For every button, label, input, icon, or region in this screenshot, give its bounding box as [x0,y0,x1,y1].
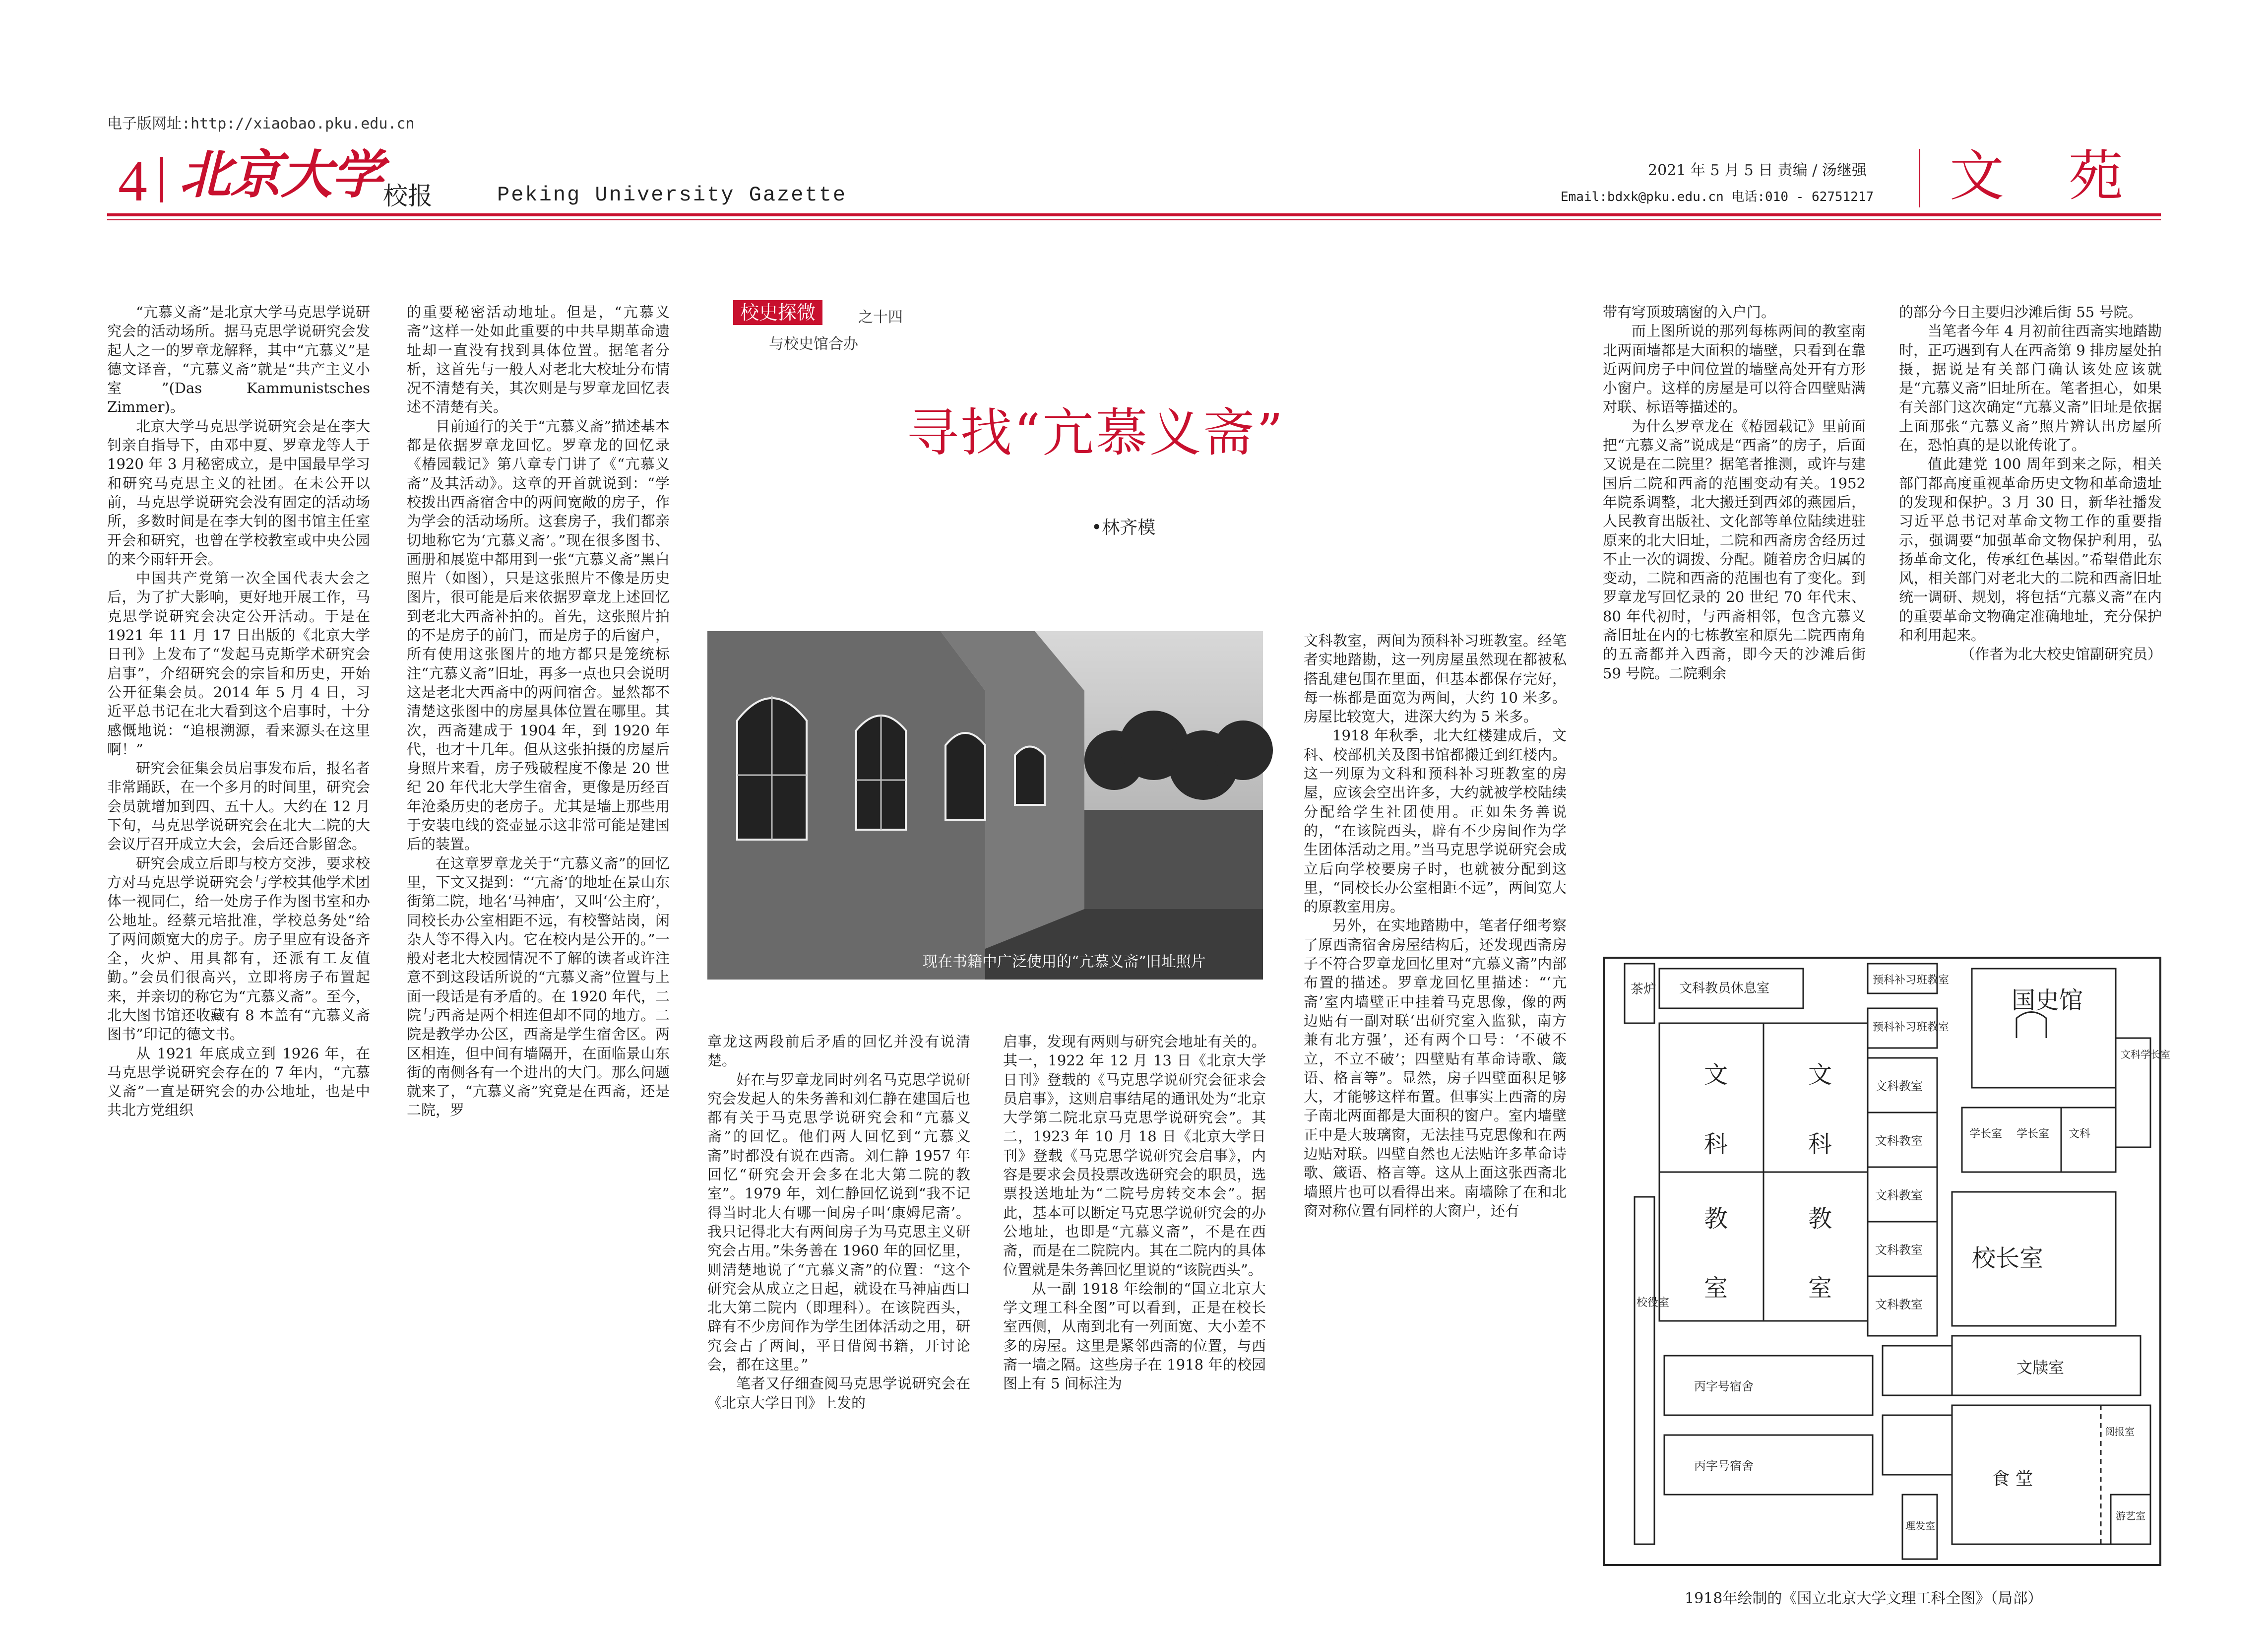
map-label: 文科 [2069,1128,2091,1140]
paragraph: 从 1921 年底成立到 1926 年，在马克思学说研究会存在的 7 年内，“亢慕义斋”一直是研究会的办公地址，也是中共北方党组织 [107,1045,370,1119]
map-label: 学长室 [1969,1128,2003,1140]
map-label: 文科教室 [1875,1134,1923,1148]
paragraph: “亢慕义斋”是北京大学马克思学说研究会的活动场所。据马克思学说研究会发起人之一的罗章龙解释，其中“亢慕义”是德文译音，“亢慕义斋”就是“共产主义小室”(Das Kammunistsches Zimmer)。 [107,304,370,416]
paragraph: 笔者又仔细查阅马克思学说研究会在《北京大学日刊》上发的 [707,1375,970,1411]
email-phone: Email:bdxk@pku.edu.cn 电话:010 - 62751217 [1561,190,1874,204]
map-label: 文牍室 [2016,1358,2065,1377]
section-divider [1919,149,1920,207]
article-column-4 [1003,1032,1266,1393]
map-caption: 1918年绘制的《国立北京大学文理工科全图》（局部） [1685,1590,2043,1607]
paragraph: 为什么罗章龙在《椿园载记》里前面把“亢慕义斋”说成是“西斋”的房子，后面又说是在二院里？据笔者推测，或许与建国后二院和西斋的范围变动有关。1952 年院系调整，北大搬迁到西郊的燕园后，人民教育出版社、文化部等单位陆续进驻原来的北大旧址，二院和西斋房舍经历过不止一次的调拨、分配。随着房舍归属的变动，二院和西斋的范围也有了变化。到罗章龙写回忆录的 20 世纪 70 年代末、80 年代初时，与西斋相邻，包含亢慕义斋旧址在内的七栋教室和原先二院西南角的五斋都并入西斋，即今天的沙滩后街 59 号院。二院剩余 [1603,417,1866,682]
paragraph: 研究会征集会员启事发布后，报名者非常踊跃，在一个多月的时间里，研究会会员就增加到四、五十人。大约在 12 月下旬，马克思学说研究会在北大二院的大会议厅召开成立大会，会后还合影留念。 [107,760,370,853]
old-building-photo [707,631,1263,980]
article-column-7 [1899,303,2162,664]
building-photo-icon [707,631,1263,980]
author-byline: •林齐模 [1091,518,1156,538]
paragraph: 好在与罗章龙同时列名马克思学说研究会发起人的朱务善和刘仁静在建国后也都有关于马克思学说研究会和“亢慕义斋”的回忆。他们两人回忆到“亢慕义斋”时都没有说在西斋。刘仁静 1957 年回忆“研究会开会多在北大第二院的教室”。1979 年，刘仁静回忆说到“我不记得当时北大有哪一间房子叫‘康姆尼斋’。我只记得北大有两间房子为马克思主义研究会占用。”朱务善在 1960 年的回忆里，则清楚地说了“亢慕义斋”的位置：“这个研究会从成立之日起，就设在马神庙西口北大第二院内（即理科）。在该院西头，辟有不少房间作为学生团体活动之用，研究会占了两间，平日借阅书籍，开讨论会，都在这里。” [707,1071,970,1374]
paragraph: 研究会成立后即与校方交涉，要求校方对马克思学说研究会与学校其他学术团体一视同仁，给一处房子作为图书室和办公地址。经蔡元培批准，学校总务处“给了两间颇宽大的房子。房子里应有设备齐全，火炉、用具都有，还派有工友值勤。”会员们很高兴，立即将房子布置起来，并亲切的称它为“亢慕义斋”。至今，北大图书馆还收藏有 8 本盖有“亢慕义斋图书”印记的德文书。 [107,854,370,1043]
article-column-6 [1603,303,1866,683]
map-label: 文科教室 [1875,1079,1923,1093]
date-editor: 2021 年 5 月 5 日 责编 / 汤继强 [1648,162,1867,179]
paragraph: 章龙这两段前后矛盾的回忆并没有说清楚。 [707,1033,970,1069]
map-label: 游艺室 [2116,1510,2145,1522]
map-label: 食 堂 [1992,1469,2033,1489]
map-label: 文 [1808,1061,1832,1089]
paragraph: 中国共产党第一次全国代表大会之后，为了扩大影响，更好地开展工作，马克思学说研究会决定公开活动。于是在 1921 年 11 月 17 日出版的《北京大学日刊》上发布了“发起马克斯学术研究会启事”，介绍研究会的宗旨和历史，开始公开征集会员。2014 年 5 月 4 日，习近平总书记在北大看到这个启事时，十分感慨地说：“追根溯源，看来源头在这里啊！” [107,570,370,758]
column-cosponsor: 与校史馆合办 [769,335,858,353]
map-label: 科 [1704,1130,1728,1158]
map-label: 茶炉 [1631,982,1657,997]
paragraph: 目前通行的关于“亢慕义斋”描述基本都是依据罗章龙回忆。罗章龙的回忆录《椿园载记》第八章专门讲了《“亢慕义斋”及其活动》。这章的开首就说到：“学校拨出西斋宿舍中的两间宽敞的房子，作为学会的活动场所。这套房子，我们都亲切地称它为‘亢慕义斋’。”现在很多图书、画册和展览中都用到一张“亢慕义斋”黑白照片（如图），只是这张照片不像是历史图片，很可能是后来依据罗章龙上述回忆到老北大西斋补拍的。首先，这张照片拍的不是房子的前门，而是房子的后窗户，所有使用这张图片的地方都只是笼统标注“亢慕义斋”旧址，再多一点也只会说明这是老北大西斋中的两间宿舍。显然都不清楚这张图中的房屋具体位置在哪里。其次，西斋建成于 1904 年，到 1920 年代，也才十几年。但从这张拍摄的房屋后身照片来看，房子残破程度不像是 20 世纪 20 年代北大学生宿舍，更像是历经百年沧桑历史的老房子。尤其是墙上那些用于安装电线的瓷壶显示这非常可能是建国后的装置。 [407,417,670,853]
map-label: 阅报室 [2105,1426,2135,1438]
campus-map-drawing [1605,959,2170,1564]
article-title: 寻找“亢慕义斋” [907,402,1285,463]
map-label: 校长室 [1972,1244,2044,1272]
header-rule [107,213,2161,216]
article-column-1 [107,303,370,1120]
masthead-suffix: 校报 [383,182,433,210]
section-title: 文苑 [1950,144,2188,208]
map-label: 文科学长室 [2121,1048,2170,1060]
paragraph: 1918 年秋季，北大红楼建成后，文科、校部机关及图书馆都搬迁到红楼内。这一列原为文科和预科补习班教室的房屋，应该会空出许多，大约就被学校陆续分配给学生社团使用。正如朱务善说的，“在该院西头，辟有不少房间作为学生团体活动之用。”当马克思学说研究会成立后向学校要房子时，也就被分配到这里，“同校长办公室相距不远”，两间宽大的原教室用房。 [1304,727,1567,916]
paragraph: 从一副 1918 年绘制的“国立北京大学文理工科全图”可以看到，正是在校长室西侧，从南到北有一列面宽、大小差不多的房屋。这里是紧邻西斋的位置，与西斋一墙之隔。这些房子在 1918 年的校园图上有 5 间标注为 [1003,1280,1266,1392]
map-label: 室 [1808,1274,1832,1302]
map-label: 文科教员休息室 [1679,981,1770,996]
map-label: 文科教室 [1875,1188,1923,1202]
map-label: 校役室 [1637,1297,1670,1309]
site-url: 电子版网址:http://xiaobao.pku.edu.cn [107,115,415,132]
map-label: 教 [1704,1205,1728,1233]
map-label: 教 [1808,1205,1832,1233]
column-tag: 校史探微 [733,300,822,325]
article-column-5 [1304,631,1567,1220]
paragraph: 另外，在实地踏勘中，笔者仔细考察了原西斋宿舍房屋结构后，还发现西斋房子不符合罗章龙回忆里对“亢慕义斋”内部布置的描述。罗章龙回忆里描述：“‘亢斋’室内墙壁正中挂着马克思像，像的两边贴有一副对联‘出研究室入监狱，南方兼有北方强’，还有两个口号：‘不破不立，不立不破’；四壁贴有革命诗歌、箴语、格言等”。显然，房子四壁面积足够大，才能够这样布置。但事实上西斋的房子南北两面都是大面积的窗户。室内墙壁正中是大玻璃窗，无法挂马克思像和在两边贴对联。四壁自然也无法贴许多革命诗歌、箴语、格言等。这从上面这张西斋北墙照片也可以看得出来。南墙除了在和北窗对称位置有同样的大窗户，还有 [1304,917,1567,1219]
photo-caption: 现在书籍中广泛使用的“亢慕义斋”旧址照片 [923,953,1206,971]
paragraph: 的部分今日主要归沙滩后街 55 号院。 [1899,304,2142,321]
page-number: 4 [118,148,147,213]
paragraph: 值此建党 100 周年到来之际，相关部门都高度重视革命历史文物和革命遗址的发现和保护。3 月 30 日，新华社播发习近平总书记对革命文物工作的重要指示，强调要“加强革命文物保护利用，弘扬革命文化，传承红色基因。”希望借此东风，相关部门对老北大的二院和西斋旧址统一调研、规划，将包括“亢慕义斋”在内的重要革命文物确定准确地址，充分保护和利用起来。 [1899,456,2162,644]
column-tag-sub: 之十四 [858,309,903,326]
map-label: 预科补习班教室 [1873,974,1950,986]
paragraph: 文科教室，两间为预科补习班教室。经笔者实地踏勘，这一列房屋虽然现在都被私搭乱建包围在里面，但基本都保存完好，每一栋都是面宽为两间，大约 10 米多。房屋比较宽大，进深大约为 5 米多。 [1304,632,1567,725]
paragraph: 的重要秘密活动地址。但是，“亢慕义斋”这样一处如此重要的中共早期革命遗址却一直没有找到具体位置。据笔者分析，这首先与一般人对老北大校址分布情况不清楚有关，其次则是与罗章龙回忆表述不清楚有关。 [407,304,670,416]
paragraph: 带有穹顶玻璃窗的入户门。 [1603,304,1776,321]
article-column-2 [407,303,670,1120]
paragraph: 而上图所说的那列每栋两间的教室南北两面墙都是大面积的墙壁，只看到在靠近两间房子中间位置的墙壁高处开有方形小窗户。这样的房屋是可以符合四壁贴满对联、标语等描述的。 [1603,323,1866,416]
map-label: 丙字号宿舍 [1694,1459,1754,1473]
map-label: 国史馆 [2012,986,2083,1014]
paragraph: 在这章罗章龙关于“亢慕义斋”的回忆里，下文又提到：“‘亢斋’的地址在景山东街第二院，地名‘马神庙’，又叫‘公主府’，同校长办公室相距不远，有校警站岗，闲杂人等不得入内。它在校内是公开的。”一般对老北大校园情况不了解的读者或许注意不到这段话所说的“亢慕义斋”位置与上面一段话是有矛盾的。在 1920 年代，二院与西斋是两个相连但却不同的地方。二院是教学办公区，西斋是学生宿舍区。两区相连，但中间有墙隔开，在面临景山东街的南侧各有一个进出的大门。那么问题就来了，“亢慕义斋”究竟是在西斋，还是二院，罗 [407,854,670,1119]
map-label: 学长室 [2016,1128,2050,1140]
campus-map-1918 [1603,957,2170,1566]
article-column-3 [707,1032,970,1412]
map-label: 室 [1704,1274,1728,1302]
author-note: （作者为北大校史馆副研究员） [1960,646,2162,663]
masthead-logo: 北京大学 [180,144,382,205]
header-rule-thin [107,219,2161,220]
map-label: 丙字号宿舍 [1694,1379,1754,1393]
header-divider [160,157,163,202]
masthead-english: Peking University Gazette [497,183,847,207]
map-label: 理发室 [1905,1520,1935,1532]
map-label: 文科教室 [1875,1243,1923,1257]
paragraph: 当笔者今年 4 月初前往西斋实地踏勘时，正巧遇到有人在西斋第 9 排房屋处拍摄，据说是有关部门确认该处应该就是“亢慕义斋”旧址所在。笔者担心，如果有关部门这次确定“亢慕义斋”旧址是依据上面那张“亢慕义斋”照片辨认出房屋所在，恐怕真的是以讹传讹了。 [1899,323,2162,454]
map-label: 科 [1808,1130,1832,1158]
paragraph: 启事，发现有两则与研究会地址有关的。其一，1922 年 12 月 13 日《北京大学日刊》登载的《马克思学说研究会征求会员启事》，这则启事结尾的通讯处为“北京大学第二院北京马克思学说研究会”。其二，1923 年 10 月 18 日《北京大学日刊》登载《马克思学说研究会启事》，内容是要求会员投票改选研究会的职员，选票投送地址为“二院号房转交本会”。据此，基本可以断定马克思学说研究会的办公地址，也即是“亢慕义斋”，不是在西斋，而是在二院院内。其在二院内的具体位置就是朱务善回忆里说的“该院西头”。 [1003,1033,1266,1278]
map-label: 预科补习班教室 [1873,1021,1950,1034]
map-label: 文 [1704,1061,1728,1089]
paragraph: 北京大学马克思学说研究会是在李大钊亲自指导下，由邓中夏、罗章龙等人于 1920 年 3 月秘密成立，是中国最早学习和研究马克思主义的社团。在未公开以前，马克思学说研究会没有固定的活动场所，多数时间是在李大钊的图书馆主任室开会和研究，也曾在学校教室或中央公园的来今雨轩开会。 [107,417,370,568]
map-label: 文科教室 [1875,1298,1923,1311]
